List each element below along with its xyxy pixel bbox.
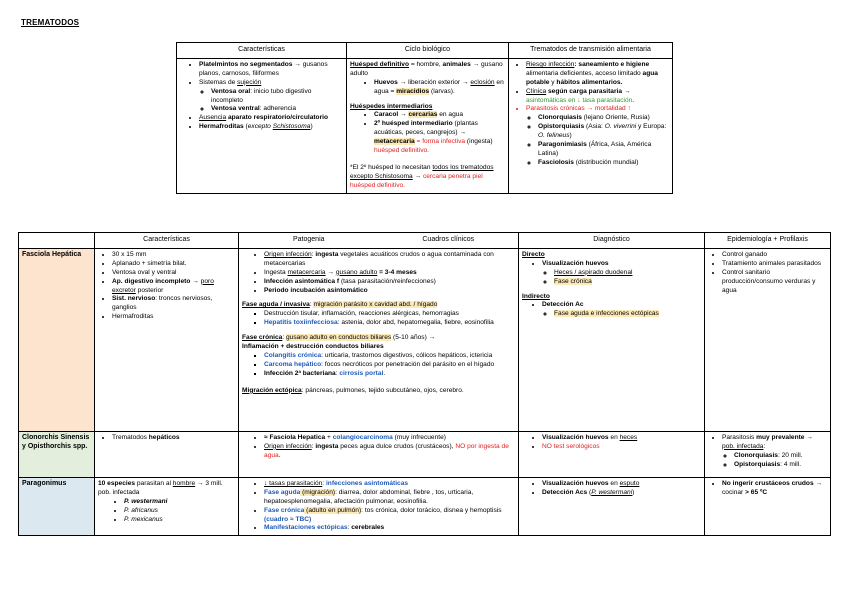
header-epidemiologia: Epidemiología + Profilaxis: [705, 233, 831, 249]
list-item: • Clínica según carga parasitaria → asintomáticas en ↓ tasa parasitación.: [526, 88, 669, 106]
list-item: • Ap. digestivo incompleto → poro excretor posterior: [112, 278, 235, 296]
fasciola-epidemiologia: [705, 248, 831, 431]
row-paragonimus: [19, 477, 831, 535]
label-paragonimus: Paragonimus: [19, 477, 95, 535]
list-item: • Ausencia aparato respiratorio/circulatorio: [199, 114, 343, 123]
diag-indirecto: Indirecto: [522, 292, 550, 300]
list-item: • Manifestaciones ectópicas: cerebrales: [264, 524, 515, 533]
list-item: • 30 x 15 mm: [112, 251, 235, 260]
list-item: • No ingerir crustáceos crudos → cocinar > 65 ºC: [722, 480, 827, 498]
diag-directo: Directo: [522, 250, 545, 258]
list-item: ◦ Ventosa ventral: adherencia: [211, 105, 343, 114]
list-item: • P. africanus: [124, 507, 235, 516]
list-item: • Parasitosis crónicas → mortalidad ↑ ◦ Clonorquiasis (lejano Oriente, Rusia) ◦ Opistorquiasis (Asia: O. viverrini y Europa: O. felineus) ◦ Paragonimiasis (África, Asia, América Latina) ◦ Fasciolosis (distribución mundial): [526, 105, 669, 167]
ciclo-note: *El 2º huésped lo necesitan todos los trematodos excepto Schistosoma → cercaria penetra piel huésped definitivo.: [350, 163, 494, 189]
ciclo-cell: [347, 58, 509, 193]
list-item: • Riesgo infección: saneamiento e higiene alimentaria deficientes, acceso limitado agua potable y hábitos alimentarios.: [526, 61, 669, 88]
fase-aguda: Fase aguda / invasiva: migración parásito x cavidad abd. / hígado: [242, 301, 438, 309]
list-item: • Aplanado + simetría bilat.: [112, 260, 235, 269]
fasciola-patogenia: [239, 248, 519, 431]
summary-content-row: [177, 58, 673, 193]
paragonimus-caracteristicas: [95, 477, 239, 535]
trematodes-detail-table: [18, 232, 831, 536]
list-item: • Control sanitario producción/consumo verduras y agua: [722, 269, 827, 296]
row-clonorchis: [19, 431, 831, 477]
detail-header-row: [19, 233, 831, 249]
clonorchis-patogenia: [239, 431, 519, 477]
paragonimus-species-intro: 10 especies parasitan al hombre → 3 mill. pob. infectada: [98, 479, 223, 496]
caracteristicas-list: [177, 61, 343, 132]
list-item: ◦ Heces / aspirado duodenal: [554, 269, 701, 278]
header-ciclo: Ciclo biológico: [347, 43, 509, 59]
list-item: • Detección Ac ◦ Fase aguda e infecciones ectópicas: [542, 301, 701, 319]
list-item: • Trematodos hepáticos: [112, 434, 235, 443]
clonorchis-diagnostico: [519, 431, 705, 477]
list-item: • ≈ Fasciola Hepatica + colangiocarcinoma (muy infrecuente): [264, 434, 515, 443]
list-item: ◦ Fase crónica: [554, 278, 701, 287]
list-item: ◦ Clonorquiasis (lejano Oriente, Rusia): [538, 114, 669, 123]
summary-table: [176, 42, 673, 194]
list-item: • Origen infección: ingesta peces agua dulce crudos (crustáceos), NO por ingesta de agua.: [264, 443, 515, 461]
fasciola-caracteristicas: [95, 248, 239, 431]
list-item: • NO test serológicos: [542, 443, 701, 452]
list-item: • Ventosa oval y ventral: [112, 269, 235, 278]
list-item: • P. westermani: [124, 498, 235, 507]
list-item: ◦ Opistorquiasis (Asia: O. viverrini y Europa: O. felineus): [538, 123, 669, 141]
list-item: • Visualización huevos en heces: [542, 434, 701, 443]
list-item: ▪ Hepatitis toxiinfecciosa: astenia, dolor abd, hepatomegalia, fiebre, eosinofilia: [264, 319, 515, 328]
list-item: • Control ganado: [722, 251, 827, 260]
list-item: • Tratamiento animales parasitados: [722, 260, 827, 269]
header-diagnostico: Diagnóstico: [519, 233, 705, 249]
list-item: • Sistemas de sujeción ◦ Ventosa oral: inicio tubo digestivo incompleto ◦ Ventosa ventral: adherencia: [199, 79, 343, 115]
list-item: ▪ Destrucción tisular, inflamación, reacciones alérgicas, hemorragias: [264, 310, 515, 319]
list-item: ◦ Clonorquiasis: 20 mill.: [734, 452, 827, 461]
list-item: • Fase crónica (adulto en pulmón): tos crónica, dolor torácico, disnea y hemoptisis (cuadro ≈ TBC): [264, 507, 515, 525]
migracion-ectopica: Migración ectópica: páncreas, pulmones, tejido subcutáneo, ojos, cerebro.: [242, 386, 464, 394]
page-title: TREMATODOS: [21, 18, 80, 27]
header-blank: [19, 233, 95, 249]
fasciola-diagnostico: [519, 248, 705, 431]
huespedes-intermediarios: Huéspedes intermediarios: [350, 102, 433, 110]
list-item: • Hermafroditas (excepto Schistosoma): [199, 123, 343, 132]
paragonimus-diagnostico: [519, 477, 705, 535]
header-patogenia: Patogenia: [239, 233, 379, 249]
clonorchis-caracteristicas: [95, 431, 239, 477]
label-fasciola: Fasciola Hepática: [19, 248, 95, 431]
list-item: • Huevos → liberación exterior → eclosión en agua = miracidios (larvas).: [374, 79, 505, 97]
header-caracteristicas: Características: [95, 233, 239, 249]
transmision-cell: [509, 58, 673, 193]
caracteristicas-cell: [177, 58, 347, 193]
list-item: • Parasitosis muy prevalente → pob. infectada: ◦ Clonorquiasis: 20 mill. ◦ Opistorquiasis: 4 mill.: [722, 434, 827, 470]
header-caracteristicas: Características: [177, 43, 347, 59]
list-item: ◦ Fasciolosis (distribución mundial): [538, 159, 669, 168]
clonorchis-epidemiologia: [705, 431, 831, 477]
fase-cronica: Fase crónica: gusano adulto en conductos biliares (5-10 años) → Inflamación + destrucción conductos biliares: [242, 334, 436, 351]
list-item: • Fase aguda (migración): diarrea, dolor abdominal, fiebre , tos, urticaria, hepatoesplenomegalia, afectación pulmonar, eosinofilia.: [264, 489, 515, 507]
summary-header-row: [177, 43, 673, 59]
list-item: • Ingesta metacercaria → gusano adulto = 3-4 meses: [264, 269, 515, 278]
list-item: • Detección Acs (P. westermani): [542, 489, 701, 498]
list-item: ▪ Infección 2ª bacteriana: cirrosis portal.: [264, 370, 515, 379]
huesped-definitivo: Huésped definitivo = hombre, animales → gusano adulto: [350, 60, 503, 77]
row-fasciola: [19, 248, 831, 431]
list-item: ◦ Opistorquiasis: 4 mill.: [734, 461, 827, 470]
list-item: • Infección asintomática f (tasa parasitación/reinfecciones): [264, 278, 515, 287]
header-cuadros-clinicos: Cuadros clínicos: [379, 233, 519, 249]
list-item: ◦ Fase aguda e infecciones ectópicas: [554, 310, 701, 319]
list-item: • Hermafroditas: [112, 313, 235, 322]
list-item: ◦ Ventosa oral: inicio tubo digestivo incompleto: [211, 88, 343, 106]
list-item: • Visualización huevos ◦ Heces / aspirado duodenal ◦ Fase crónica: [542, 260, 701, 287]
header-transmision: Trematodos de transmisión alimentaria: [509, 43, 673, 59]
list-item: • Sist. nervioso: troncos nerviosos, ganglios: [112, 295, 235, 313]
paragonimus-epidemiologia: [705, 477, 831, 535]
list-item: • Caracol → cercarias en agua: [374, 111, 505, 120]
list-item: • 2º huésped intermediario (plantas acuáticas, peces, cangrejos) → metacercaria = forma infectiva (ingesta) huésped definitivo.: [374, 120, 505, 156]
list-item: • Origen infección: ingesta vegetales acuáticos crudos o agua contaminada con metacercarias: [264, 251, 515, 269]
list-item: • Periodo incubación asintomático: [264, 287, 515, 296]
list-item: • Visualización huevos en esputo: [542, 480, 701, 489]
list-item: ◦ Paragonimiasis (África, Asia, América Latina): [538, 141, 669, 159]
paragonimus-patogenia: [239, 477, 519, 535]
list-item: ▪ Colangitis crónica: urticaria, trastornos digestivos, cólicos hepáticos, ictericia: [264, 352, 515, 361]
list-item: • ↓ tasas parasitación: infecciones asintomáticas: [264, 480, 515, 489]
list-item: • Platelmintos no segmentados → gusanos planos, carnosos, filiformes: [199, 61, 343, 79]
list-item: • P. mexicanus: [124, 516, 235, 525]
label-clonorchis: Clonorchis Sinensis y Opisthorchis spp.: [19, 431, 95, 477]
list-item: ▪ Carcoma hepático: focos necróticos por penetración del parásito en el hígado: [264, 361, 515, 370]
